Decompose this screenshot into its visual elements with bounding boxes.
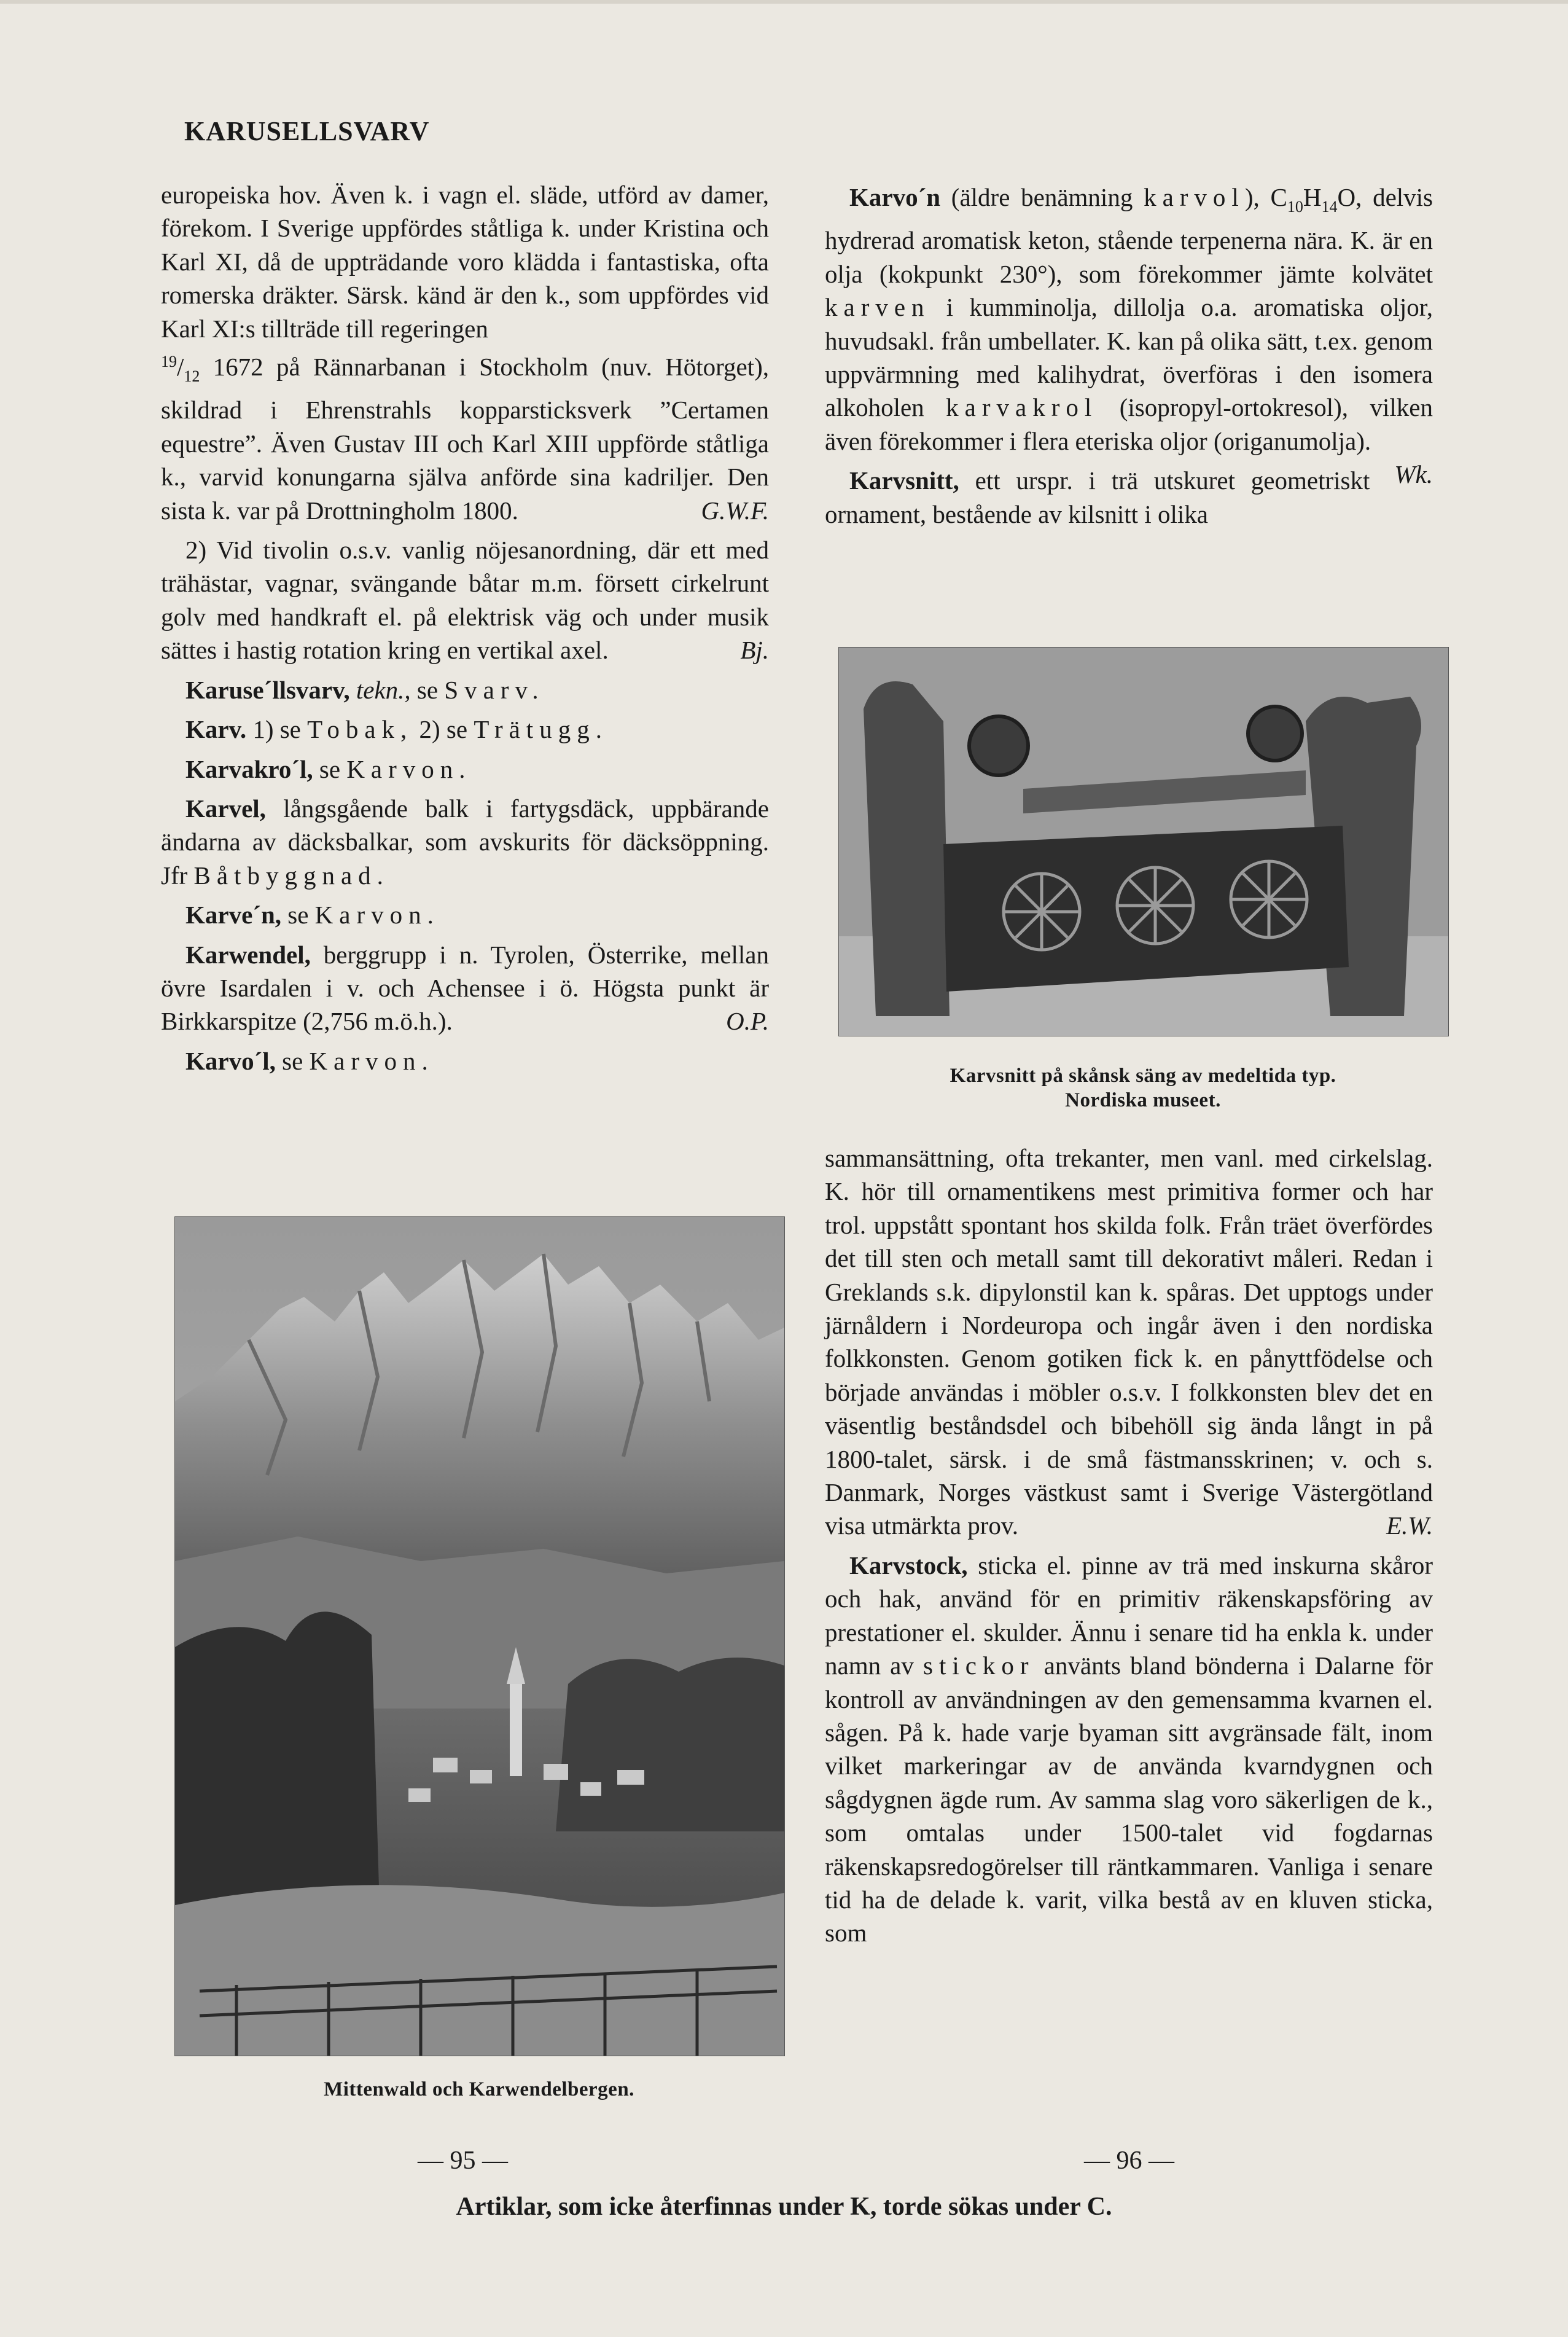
date-superscript: 19 <box>161 353 177 371</box>
left-paragraph-8: Karwendel, berggrupp i n. Tyrolen, Österrike, mellan övre Isardalen i v. och Achensee i ö. Högsta punkt är Birkkarspitze (2,756 m.ö.h.). O.P. <box>161 938 769 1038</box>
cradle-photo <box>838 647 1449 1036</box>
author-signature: E.W. <box>1386 1511 1433 1540</box>
spaced-term: karvol <box>1144 183 1245 211</box>
author-signature: Wk. <box>1394 460 1433 489</box>
carved-cradle-illustration <box>839 648 1448 1036</box>
spaced-term: Båtbyggnad. <box>193 861 389 890</box>
left-paragraph-6: Karvel, långsgående balk i fartygsdäck, uppbärande ändarna av däcksbalkar, som avskurits för däcksöppning. Jfr Båtbyggnad. <box>161 794 769 890</box>
spaced-term: Trätugg. <box>474 715 608 744</box>
page-number-left: — 95 — <box>418 2147 508 2175</box>
left-paragraph-2: 2) Vid tivolin o.s.v. vanlig nöjesanordning, där ett med trähästar, vagnar, svängande båtar m.m. försett cirkelrunt golv med handkraft el. på elektrisk väg och under musik sättes i hastig rotation kring en vertikal axel. Bj. <box>161 533 769 667</box>
left-paragraph-7: Karve´n, se Karvon. <box>185 901 440 930</box>
entry-headword: Karvo´l, <box>185 1046 276 1075</box>
spaced-term: Svarv. <box>444 675 545 704</box>
running-head: KARUSELLSVARV <box>184 116 430 146</box>
cradle-caption-line1: Karvsnitt på skånsk säng av medeltida typ. <box>950 1065 1336 1087</box>
left-paragraph-5: Karvakro´l, se Karvon. <box>185 754 472 783</box>
right-top-paragraph-1: Karvsnitt, ett urspr. i trä utskuret geometriskt ornament, bestående av kilsnitt i olika <box>825 466 1370 528</box>
spaced-term: Tobak, <box>307 715 413 744</box>
left-paragraph-0: europeiska hov. Även k. i vagn el. släde, utförd av damer, förekom. I Sverige uppfördes ståtliga k. under Kristina och Karl XI, då de uppträdande voro klädda i fantastiska, ofta romerska dräkter. Särsk. känd är den k., som uppfördes vid Karl XI:s tillträde till regeringen <box>161 181 769 343</box>
left-paragraph-4: Karv. 1) se Tobak, 2) se Trätugg. <box>185 715 608 744</box>
left-paragraph-3: Karuse´llsvarv, tekn., se Svarv. <box>185 675 545 704</box>
formula-subscript: 14 <box>1321 198 1338 216</box>
spaced-term: stickor <box>922 1651 1035 1680</box>
spaced-term: Karvon. <box>314 901 440 930</box>
page-number-right: — 96 — <box>1084 2147 1174 2175</box>
right-bottom-paragraph-0: sammansättning, ofta trekanter, men vanl. med cirkelslag. K. hör till ornamentikens mest primitiva former och har trol. uppstått spontant hos skilda folk. Från träet överfördes det till sten och metall samt till dekorativt måleri. Redan i Greklands s.k. dipylonstil kan k. spåras. Det upptogs under järnåldern i Nordeuropa och ingår även i den nordiska folkkonsten. Genom gotiken fick k. en pånyttfödelse och började användas i möbler o.s.v. I folkkonsten blev det en väsentlig beståndsdel och bibehöll sig ända långt in på 1800-talet, särsk. i de små fästmansskrinen; v. och s. Danmark, Norges västkust samt i Sverige Västergötland visa utmärkta prov. E.W. <box>825 1141 1433 1543</box>
left-paragraph-1: $^{19}/_{12}$ 1672 på Rännarbanan i Stockholm (nuv. Hötorget), skildrad i Ehrenstrahls kopparsticksverk ”Certamen equestre”. Även Gustav III och Karl XIII uppförde ståtliga k., varvid konungarna själva anförde sina kadriljer. Den sista k. var på Drottningholm 1800. G.W.F. <box>161 345 769 527</box>
rosette-right-top <box>1248 707 1302 761</box>
spaced-term: Karvon. <box>309 1046 434 1075</box>
entry-headword: Karv. <box>185 715 247 744</box>
mittenwald-caption: Mittenwald och Karwendelbergen. <box>324 2078 634 2100</box>
left-paragraph-9: Karvo´l, se Karvon. <box>185 1046 434 1075</box>
formula-subscript: 10 <box>1287 198 1303 216</box>
date-subscript: 12 <box>184 367 200 386</box>
mountain-landscape-illustration <box>175 1217 784 2056</box>
right-bottom-paragraph-1: Karvstock, sticka el. pinne av trä med inskurna skåror och hak, använd för en primitiv räkenskapsföring av prestationer el. skulder. Ännu i senare tid ha enkla k. under namn av stickor använts bland bönderna i Dalarne för kontroll av användningen av den gemensamma kvarnen el. sågen. På k. hade varje byaman sitt avgränsade fält, inom vilket markeringar av de använda kvarndygnen och sågdygnen ägde rum. Av samma slag voro säkerligen de k., som omtalas under 1500-talet vid fogdarnas räkenskapsredogörelser till räntkammaren. Vanliga i senare tid ha de delade k. varit, vilka bestå av en kluven sticka, som <box>825 1551 1433 1947</box>
author-signature: O.P. <box>726 1007 769 1036</box>
entry-headword: Karwendel, <box>185 940 311 969</box>
right-column-top <box>825 174 1433 531</box>
right-column-bottom <box>825 1141 1433 1950</box>
author-signature: Bj. <box>740 636 769 665</box>
left-column <box>161 178 769 1078</box>
entry-headword: Karvakro´l, <box>185 754 313 783</box>
right-top-paragraph-0: Karvo´n (äldre benämning karvol), $C_{10}H_{14}O$, delvis hydrerad aromatisk keton, stående terpenerna nära. K. är en olja (kokpunkt 230°), som förekommer jämte kolvätet karven i kumminolja, dillolja o.a. aromatiska oljor, huvudsakl. från umbellater. K. kan på olika sätt, t.ex. genom uppvärmning med kalihydrat, överföras i den isomera alkoholen karvakrol (isopropyl-ortokresol), vilken även förekommer i flera eteriska oljor (origanumolja). Wk. <box>825 181 1433 458</box>
spaced-term: karven <box>825 293 930 322</box>
spaced-term: Karvon. <box>346 754 472 783</box>
entry-headword: Karuse´llsvarv, <box>185 675 350 704</box>
top-edge <box>0 0 1568 4</box>
footer-note: Artiklar, som icke återfinnas under K, torde sökas under C. <box>456 2193 1112 2221</box>
rosette-left-top <box>969 716 1028 775</box>
entry-headword: Karvel, <box>185 794 266 823</box>
entry-headword: Karvstock, <box>849 1551 968 1580</box>
entry-headword: Karvsnitt, <box>849 466 959 495</box>
entry-headword: Karve´n, <box>185 901 281 930</box>
spaced-term: karvakrol <box>946 393 1098 422</box>
cradle-caption-line2: Nordiska museet. <box>1065 1089 1221 1111</box>
mittenwald-photo <box>174 1216 785 2056</box>
author-signature: G.W.F. <box>701 496 769 525</box>
entry-label: tekn., <box>349 675 411 704</box>
cradle-caption <box>838 1063 1448 1113</box>
entry-headword: Karvo´n <box>849 183 941 211</box>
